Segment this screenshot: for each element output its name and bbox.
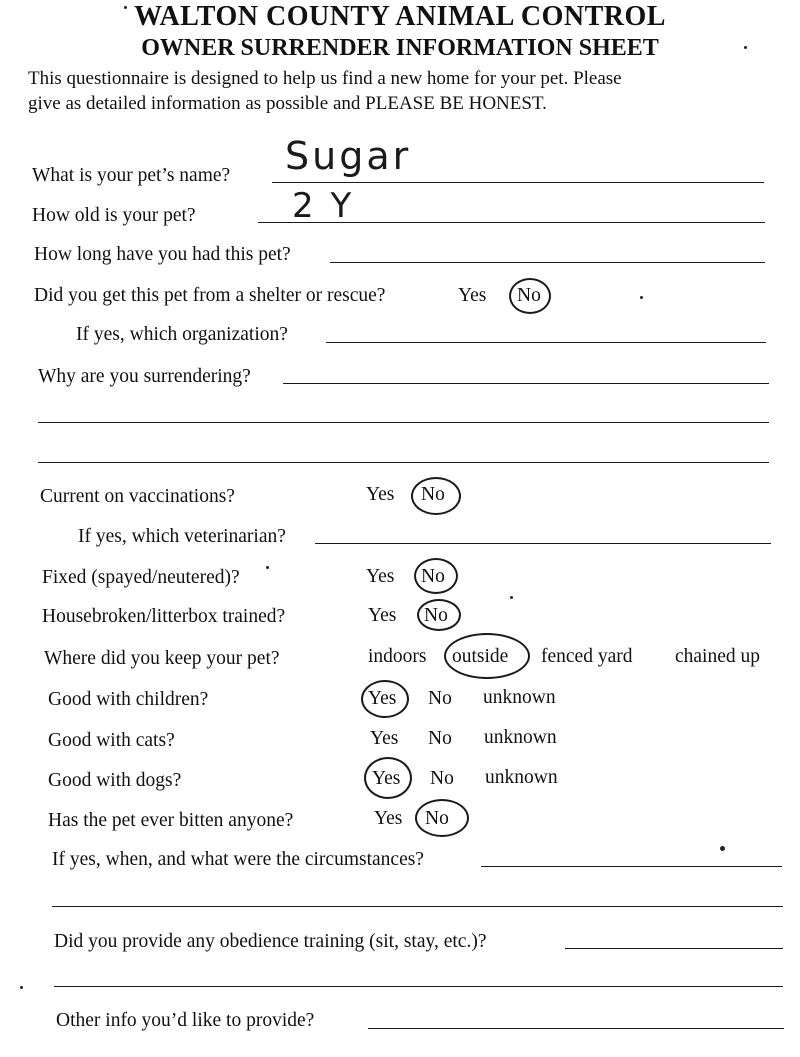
cats-unknown[interactable]: unknown xyxy=(484,727,557,748)
cats-no[interactable]: No xyxy=(428,728,452,749)
question-other-info: Other info you’d like to provide? xyxy=(56,1010,315,1031)
shelter-yes[interactable]: Yes xyxy=(458,285,487,306)
question-where-kept: Where did you keep your pet? xyxy=(44,648,280,669)
question-fixed: Fixed (spayed/neutered)? xyxy=(42,567,240,588)
bitten-when-line-2[interactable] xyxy=(52,906,783,907)
form-subtitle: OWNER SURRENDER INFORMATION SHEET xyxy=(141,35,659,61)
question-shelter: Did you get this pet from a shelter or rescue? xyxy=(34,285,386,306)
housebroken-no-circle-mark xyxy=(417,599,461,631)
why-surrender-line-2[interactable] xyxy=(38,422,769,423)
form-title: WALTON COUNTY ANIMAL CONTROL xyxy=(134,1,666,32)
question-children: Good with children? xyxy=(48,689,209,710)
vaccinations-no[interactable]: No xyxy=(421,484,445,505)
children-yes-circle-mark xyxy=(361,680,409,718)
question-housebroken: Housebroken/litterbox trained? xyxy=(42,606,286,627)
why-surrender-line-3[interactable] xyxy=(38,462,769,463)
dogs-yes-circle-mark xyxy=(364,757,412,799)
kept-indoors[interactable]: indoors xyxy=(368,646,427,667)
children-unknown[interactable]: unknown xyxy=(483,687,556,708)
answer-pet-age: 2 Y xyxy=(292,186,355,226)
fixed-no[interactable]: No xyxy=(421,566,445,587)
obedience-field[interactable] xyxy=(565,948,783,949)
housebroken-yes[interactable]: Yes xyxy=(368,605,397,626)
intro-line-2: give as detailed information as possible and PLEASE BE HONEST. xyxy=(28,93,547,114)
question-bitten: Has the pet ever bitten anyone? xyxy=(48,810,294,831)
dogs-no[interactable]: No xyxy=(430,768,454,789)
children-yes[interactable]: Yes xyxy=(368,688,397,709)
scan-speck xyxy=(20,986,23,989)
bitten-no[interactable]: No xyxy=(425,808,449,829)
question-how-long: How long have you had this pet? xyxy=(34,244,291,265)
housebroken-no[interactable]: No xyxy=(424,605,448,626)
fixed-yes[interactable]: Yes xyxy=(366,566,395,587)
question-which-org: If yes, which organization? xyxy=(76,324,288,345)
answer-pet-name: Sugar xyxy=(285,134,412,178)
kept-outside[interactable]: outside xyxy=(452,646,509,667)
how-long-field[interactable] xyxy=(330,262,765,263)
shelter-no[interactable]: No xyxy=(517,285,541,306)
cats-yes[interactable]: Yes xyxy=(370,728,399,749)
question-why-surrender: Why are you surrendering? xyxy=(38,366,251,387)
pet-name-field[interactable] xyxy=(272,182,764,183)
question-cats: Good with cats? xyxy=(48,730,175,751)
intro-line-1: This questionnaire is designed to help us find a new home for your pet. Please xyxy=(28,68,622,89)
vaccinations-yes[interactable]: Yes xyxy=(366,484,395,505)
vaccinations-no-circle-mark xyxy=(411,477,461,515)
question-vaccinations: Current on vaccinations? xyxy=(40,486,235,507)
scan-speck xyxy=(640,296,643,299)
obedience-line-2[interactable] xyxy=(54,986,783,987)
question-obedience: Did you provide any obedience training (sit, stay, etc.)? xyxy=(54,931,487,952)
question-pet-age: How old is your pet? xyxy=(32,205,196,226)
dogs-unknown[interactable]: unknown xyxy=(485,767,558,788)
bitten-no-circle-mark xyxy=(415,799,469,837)
dogs-yes[interactable]: Yes xyxy=(372,768,401,789)
question-bitten-when: If yes, when, and what were the circumstances? xyxy=(52,849,424,870)
scan-speck xyxy=(510,596,513,599)
kept-outside-circle-mark xyxy=(444,633,530,679)
bitten-yes[interactable]: Yes xyxy=(374,808,403,829)
scan-speck xyxy=(124,6,127,9)
fixed-no-circle-mark xyxy=(414,558,458,594)
children-no[interactable]: No xyxy=(428,688,452,709)
kept-fenced-yard[interactable]: fenced yard xyxy=(541,646,633,667)
scan-speck xyxy=(266,566,269,569)
kept-chained-up[interactable]: chained up xyxy=(675,646,761,667)
bitten-when-field[interactable] xyxy=(481,866,782,867)
scan-speck xyxy=(720,846,725,851)
question-pet-name: What is your pet’s name? xyxy=(32,165,231,186)
other-info-field[interactable] xyxy=(368,1028,784,1029)
question-which-vet: If yes, which veterinarian? xyxy=(78,526,286,547)
which-org-field[interactable] xyxy=(326,342,766,343)
question-dogs: Good with dogs? xyxy=(48,770,182,791)
shelter-no-circle-mark xyxy=(509,278,551,314)
scan-speck xyxy=(744,46,747,49)
which-vet-field[interactable] xyxy=(315,543,771,544)
why-surrender-field[interactable] xyxy=(283,383,769,384)
